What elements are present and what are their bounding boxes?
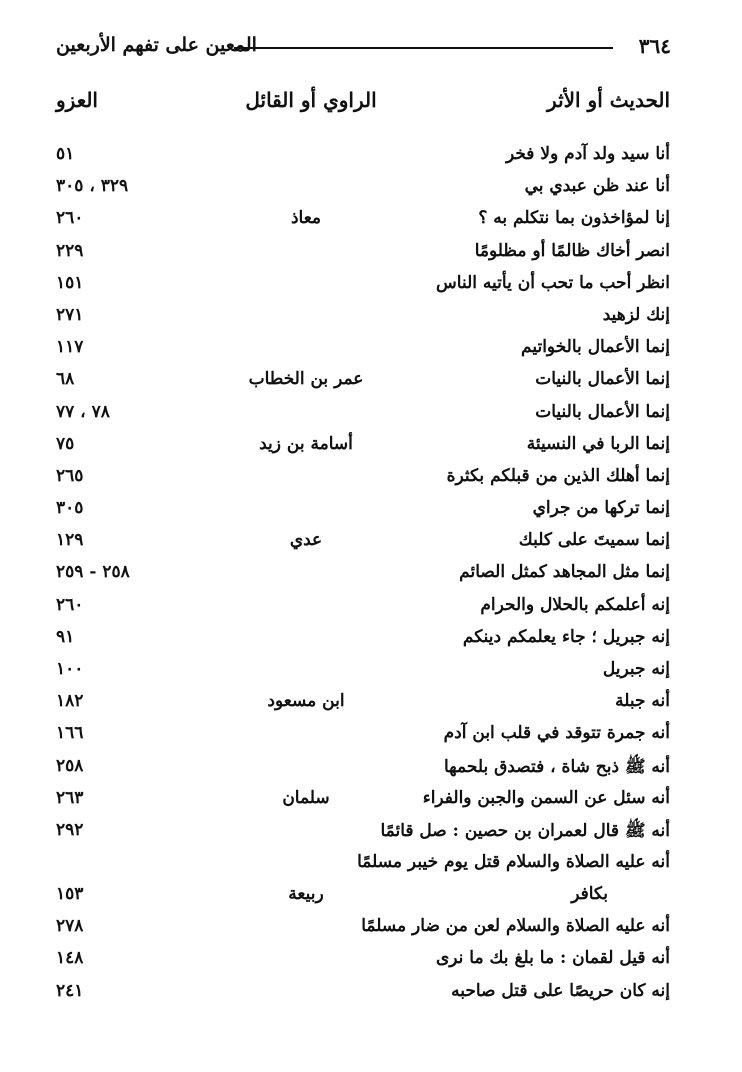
- entry-narrator: ابن مسعود: [267, 691, 345, 712]
- entry-hadith: إنما الأعمال بالنيات: [535, 401, 670, 422]
- entry-reference: ١٤٨: [56, 948, 84, 969]
- entry-hadith: إنك لزهيد: [602, 304, 670, 325]
- entry-hadith: أنه قيل لقمان : ما بلغ بك ما نرى: [435, 948, 670, 969]
- index-entry: [56, 204, 670, 236]
- entry-narrator: عمر بن الخطاب: [248, 369, 364, 390]
- page-number: ٣٦٤: [638, 34, 671, 58]
- index-entry: [56, 237, 670, 269]
- index-entry: [56, 912, 670, 944]
- entry-narrator: عدي: [289, 530, 323, 551]
- entry-reference: ٢٦٥: [56, 465, 84, 486]
- entry-hadith: إنما أهلك الذين من قبلكم بكثرة: [446, 465, 670, 486]
- entry-reference: ٢٦٠: [56, 594, 84, 615]
- index-entry: [56, 687, 670, 719]
- entry-hadith: أنه عليه الصلاة والسلام قتل يوم خيبر مسلمًا: [357, 852, 670, 873]
- entry-reference: ١٨٢: [56, 691, 84, 712]
- entry-reference: ١١٧: [56, 337, 84, 358]
- entry-hadith: إنه كان حريصًا على قتل صاحبه: [451, 980, 670, 1001]
- header-rule: [234, 47, 613, 49]
- index-entry: [56, 301, 670, 333]
- column-headings: [56, 88, 670, 118]
- entry-hadith: أنه جمرة تتوقد في قلب ابن آدم: [443, 723, 670, 744]
- entry-hadith: أنه ﷺ قال لعمران بن حصين : صل قائمًا: [380, 820, 670, 841]
- entry-reference: ٢٦٣: [56, 787, 84, 808]
- index-entry: [56, 591, 670, 623]
- entry-reference: ٢٧٨: [56, 916, 84, 937]
- entry-hadith: أنه جبلة: [615, 691, 670, 712]
- entry-reference: ٢٦٠: [56, 208, 84, 229]
- entry-narrator: سلمان: [282, 787, 330, 808]
- entry-reference: ٣٠٥: [56, 498, 84, 519]
- index-entry: [56, 623, 670, 655]
- entry-reference: ١٢٩: [56, 530, 84, 551]
- index-entry: [56, 848, 670, 912]
- index-entry: [56, 494, 670, 526]
- entry-reference: ٧٨ ، ٧٧: [56, 401, 110, 422]
- entry-hadith: إنه جبريل ؛ جاء يعلمكم دينكم: [462, 626, 670, 647]
- index-entry: [56, 752, 670, 784]
- index-entry: [56, 333, 670, 365]
- index-entry: [56, 430, 670, 462]
- index-entry: [56, 140, 670, 172]
- entry-hadith: إنما الربا في النسيئة: [526, 433, 670, 454]
- entry-reference: ١٥٣: [56, 884, 84, 905]
- entry-hadith: أنا عند ظن عبدي بي: [524, 176, 670, 197]
- entry-reference: ٥١: [56, 144, 75, 164]
- book-title: المعين على تفهم الأربعين: [56, 34, 257, 56]
- entry-hadith: إنما مثل المجاهد كمثل الصائم: [459, 562, 670, 583]
- entry-hadith: انظر أحب ما تحب أن يأتيه الناس: [436, 272, 670, 293]
- entry-reference: ١٥١: [56, 272, 84, 293]
- index-entry: [56, 172, 670, 204]
- heading-hadith: الحديث أو الأثر: [547, 88, 670, 112]
- entry-hadith: أنه عليه الصلاة والسلام لعن من ضار مسلمًا: [361, 916, 670, 937]
- index-entry: [56, 462, 670, 494]
- entry-hadith: إنما سميتَ على كلبك: [518, 530, 670, 551]
- index-entry: [56, 944, 670, 976]
- entry-reference: ٢٥٨: [56, 755, 84, 776]
- index-entry: [56, 977, 670, 1009]
- entry-reference: ٩١: [56, 626, 75, 647]
- entry-hadith: إنه أعلمكم بالحلال والحرام: [480, 594, 670, 615]
- entry-reference: ٧٥: [56, 433, 75, 454]
- index-entry: [56, 526, 670, 558]
- entry-hadith: إنما الأعمال بالخواتيم: [521, 337, 670, 358]
- index-entry: [56, 365, 670, 397]
- entry-hadith: إنما الأعمال بالنيات: [535, 369, 670, 390]
- index-entry: [56, 816, 670, 848]
- running-header: [56, 34, 671, 64]
- index-entry: [56, 558, 670, 590]
- entry-hadith: أنه سئل عن السمن والجبن والفراء: [422, 787, 670, 808]
- entry-narrator: معاذ: [290, 208, 322, 229]
- entry-reference: ١٦٦: [56, 723, 84, 744]
- entry-reference: ٢٤١: [56, 980, 84, 1001]
- entry-narrator: أسامة بن زيد: [259, 433, 353, 454]
- entry-reference: ٢٧١: [56, 304, 84, 325]
- entry-reference: ٢٥٨ - ٢٥٩: [56, 562, 130, 583]
- entry-hadith: أنا سيد ولد آدم ولا فخر: [505, 144, 670, 164]
- entry-reference: ٢٩٢: [56, 819, 84, 840]
- entry-reference: ٣٢٩ ، ٣٠٥: [56, 176, 129, 197]
- index-entry: [56, 269, 670, 301]
- entry-hadith: انصر أخاك ظالمًا أو مظلومًا: [474, 240, 670, 261]
- entry-hadith: إنما تركها من جراي: [532, 498, 670, 519]
- index-entry: [56, 719, 670, 751]
- entry-hadith: إنه جبريل: [602, 659, 670, 679]
- entry-reference: ١٠٠: [56, 659, 84, 679]
- heading-narrator: الراوي أو القائل: [245, 88, 377, 112]
- entry-hadith: إنا لمؤاخذون بما نتكلم به ؟: [478, 208, 670, 229]
- index-entry: [56, 655, 670, 687]
- heading-reference: العزو: [56, 88, 98, 112]
- entry-narrator: ربيعة: [288, 884, 324, 905]
- entry-hadith-continuation: بكافر: [571, 884, 608, 905]
- entry-reference: ٦٨: [56, 369, 75, 390]
- index-entry: [56, 784, 670, 816]
- entry-reference: ٢٢٩: [56, 240, 84, 261]
- index-entry: [56, 398, 670, 430]
- entry-hadith: أنه ﷺ ذبح شاة ، فتصدق بلحمها: [444, 756, 670, 777]
- hadith-index-list: [56, 140, 670, 1009]
